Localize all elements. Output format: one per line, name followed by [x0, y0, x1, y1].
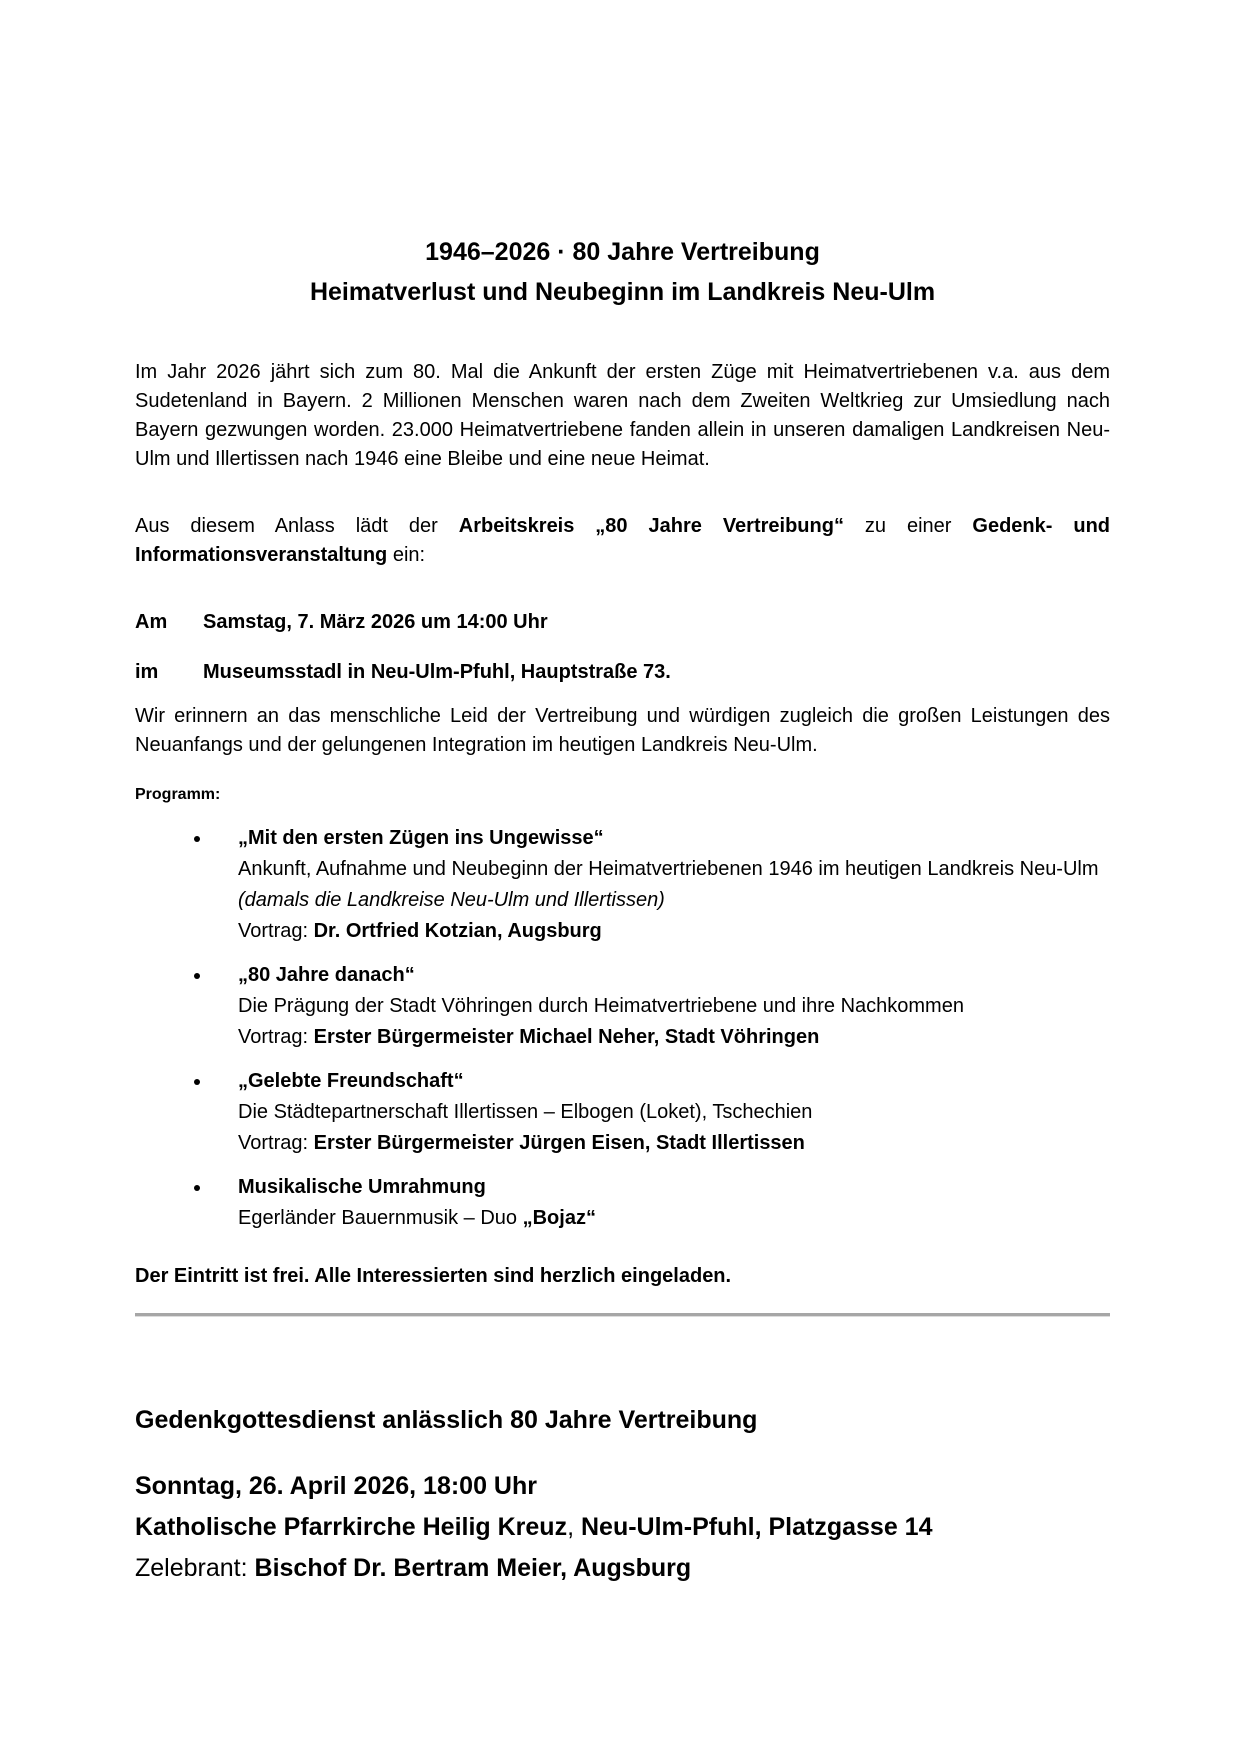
program-item-2-speaker: Vortrag: Erster Bürgermeister Michael Neher, Stadt Vöhringen: [238, 1026, 820, 1048]
program-item-4-desc: Egerländer Bauernmusik – Duo „Bojaz“: [238, 1207, 596, 1229]
invitation-paragraph: [135, 512, 1110, 570]
when-label: Am: [135, 611, 168, 633]
invitation-bold-veranstaltung: Gedenk- und Informationsveranstaltung: [135, 515, 1111, 566]
section-divider: [135, 1313, 1110, 1316]
invitation-bold-arbeitskreis: Arbeitskreis „80 Jahre Vertreibung“: [458, 515, 844, 537]
where-label: im: [135, 661, 159, 683]
title-line-1: 1946–2026 · 80 Jahre Vertreibung: [425, 238, 820, 266]
event-when-row: [135, 608, 1110, 637]
document-title: [135, 232, 1110, 312]
service-celebrant: Zelebrant: Bischof Dr. Bertram Meier, Augsburg: [135, 1554, 692, 1582]
program-item-4-desc-bold: „Bojaz“: [522, 1207, 596, 1229]
program-list: [135, 823, 1110, 1234]
program-item-1: [212, 823, 1110, 947]
program-item-1-title: • „Mit den ersten Zügen ins Ungewisse“: [238, 827, 604, 849]
service-location: Katholische Pfarrkirche Heilig Kreuz, Neu-Ulm-Pfuhl, Platzgasse 14: [135, 1513, 933, 1541]
program-item-3-desc: Die Städtepartnerschaft Illertissen – Elbogen (Loket), Tschechien: [238, 1101, 813, 1123]
when-value: Samstag, 7. März 2026 um 14:00 Uhr: [203, 611, 548, 633]
program-item-2: [212, 960, 1110, 1053]
invitation-text-mid: zu einer: [843, 515, 973, 537]
entry-note: Der Eintritt ist frei. Alle Interessierten sind herzlich eingeladen.: [135, 1265, 732, 1287]
program-item-2-desc: Die Prägung der Stadt Vöhringen durch Heimatvertriebene und ihre Nachkommen: [238, 995, 964, 1017]
title-line-2: Heimatverlust und Neubeginn im Landkreis Neu-Ulm: [309, 278, 936, 306]
service-datetime: Sonntag, 26. April 2026, 18:00 Uhr: [135, 1472, 537, 1500]
service-details: [135, 1466, 1110, 1589]
invitation-text: Aus diesem Anlass lädt der: [135, 515, 459, 537]
program-item-2-title: • „80 Jahre danach“: [238, 964, 415, 986]
invitation-text-end: ein:: [387, 544, 426, 566]
program-item-3: [212, 1066, 1110, 1159]
program-item-3-title: • „Gelebte Freundschaft“: [238, 1070, 464, 1092]
program-item-1-desc: Ankunft, Aufnahme und Neubeginn der Heimatvertriebenen 1946 im heutigen Landkreis Neu-Ulm (damals die Landkreise Neu-Ulm und Illertissen): [238, 858, 1099, 911]
intro-paragraph: Im Jahr 2026 jährt sich zum 80. Mal die Ankunft der ersten Züge mit Heimatvertriebenen v.a. aus dem Sudetenland in Bayern. 2 Millionen Menschen waren nach dem Zweiten Weltkrieg zur Umsiedlung nach Bayern gezwungen worden. 23.000 Heimatvertriebene fanden allein in unseren damaligen Landkreisen Neu-Ulm und Illertissen nach 1946 eine Bleibe und eine neue Heimat.: [135, 361, 1110, 470]
program-label: Programm:: [135, 786, 221, 803]
remember-paragraph: Wir erinnern an das menschliche Leid der Vertreibung und würdigen zugleich die großen Leistungen des Neuanfangs und der gelungenen Integration im heutigen Landkreis Neu-Ulm.: [135, 705, 1110, 756]
program-item-1-desc-italic: (damals die Landkreise Neu-Ulm und Illertissen): [238, 889, 665, 911]
event-where-row: [135, 658, 1110, 687]
where-value: Museumsstadl in Neu-Ulm-Pfuhl, Hauptstraße 73.: [203, 661, 671, 683]
program-item-4: [212, 1172, 1110, 1234]
program-item-1-speaker: Vortrag: Dr. Ortfried Kotzian, Augsburg: [238, 920, 602, 942]
service-heading: Gedenkgottesdienst anlässlich 80 Jahre Vertreibung: [135, 1406, 758, 1434]
program-item-3-speaker: Vortrag: Erster Bürgermeister Jürgen Eisen, Stadt Illertissen: [238, 1132, 805, 1154]
program-item-4-title: • Musikalische Umrahmung: [238, 1176, 486, 1198]
